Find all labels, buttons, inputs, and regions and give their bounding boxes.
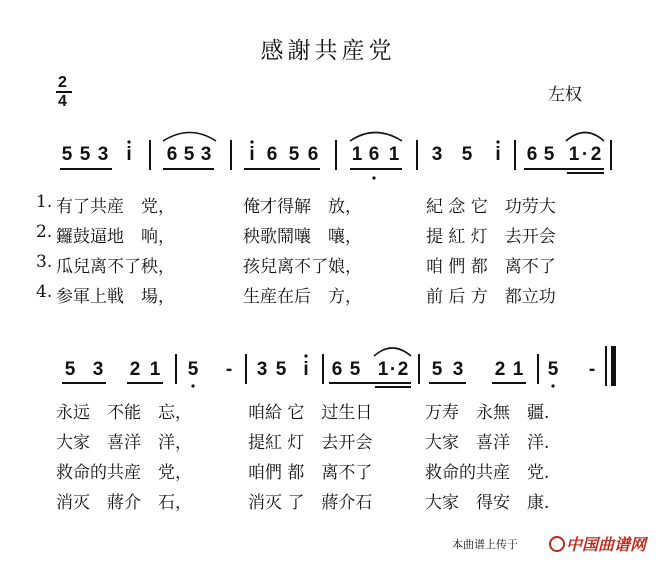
note: 2 <box>494 359 506 380</box>
time-signature-numerator: 2 <box>58 74 67 91</box>
lyric-phrase: 大家 喜洋 洋， <box>56 433 192 453</box>
octave-dot <box>304 354 307 357</box>
lyric-phrase: 救命的共産 党. <box>425 463 550 483</box>
octave-dot <box>191 384 194 387</box>
note: 3 <box>200 144 212 165</box>
note: 1 <box>388 144 400 165</box>
octave-dot <box>250 140 253 143</box>
note: 3 <box>256 359 268 380</box>
slur <box>566 133 604 142</box>
note: 5 <box>79 144 91 165</box>
note: · <box>389 359 397 380</box>
lyric-phrase: 救命的共産 党， <box>56 463 192 483</box>
verse-number: 4. <box>36 282 53 302</box>
note: 6 <box>266 144 278 165</box>
note: 5 <box>349 359 361 380</box>
lyric-phrase: 有了共産 党， <box>56 197 175 217</box>
note: 5 <box>461 144 473 165</box>
note: i <box>249 144 255 165</box>
lyric-phrase: 咱給 它 过生日 <box>248 403 373 423</box>
octave-dot <box>551 384 554 387</box>
slur <box>163 133 216 142</box>
lyric-phrase: 提 紅 灯 去开会 <box>426 227 556 247</box>
note: 5 <box>288 144 300 165</box>
note: i <box>126 144 132 165</box>
lyric-phrase: 参軍上戦 場， <box>56 287 175 307</box>
slur <box>374 348 411 356</box>
note: 6 <box>166 144 178 165</box>
lyric-phrase: 万寿 永無 疆. <box>425 403 550 423</box>
note: 2 <box>397 359 409 380</box>
composer-name: 左权 <box>548 85 582 105</box>
lyric-phrase: 生産在后 方， <box>243 287 362 307</box>
lyric-phrase: 消灭 了 蔣介石 <box>248 493 373 513</box>
song-title: 感謝共産党 <box>260 38 396 64</box>
note: 5 <box>547 359 559 380</box>
lyric-phrase: 前 后 方 都立功 <box>426 287 556 307</box>
note: 6 <box>526 144 538 165</box>
octave-dot <box>496 140 499 143</box>
lyric-phrase: 孩兒离不了娘， <box>243 257 362 277</box>
note: 5 <box>183 144 195 165</box>
lyric-phrase: 紀 念 它 功劳大 <box>426 197 556 217</box>
lyric-phrase: 永远 不能 忘， <box>56 403 192 423</box>
note: 5 <box>187 359 199 380</box>
note: 1 <box>149 359 161 380</box>
note: 5 <box>275 359 287 380</box>
note: 5 <box>64 359 76 380</box>
note: 5 <box>431 359 443 380</box>
note: 3 <box>92 359 104 380</box>
note: 2 <box>129 359 141 380</box>
note: 1 <box>351 144 363 165</box>
note: i <box>495 144 501 165</box>
note: · <box>581 144 589 165</box>
note: 1 <box>512 359 524 380</box>
time-signature-denominator: 4 <box>58 93 67 110</box>
octave-dot <box>127 140 130 143</box>
note: 3 <box>97 144 109 165</box>
note: 3 <box>452 359 464 380</box>
lyric-phrase: 消灭 蔣介 石， <box>56 493 192 513</box>
note: - <box>225 359 233 380</box>
octave-dot <box>372 176 375 179</box>
site-logo-text[interactable]: 中国曲谱网 <box>566 537 647 554</box>
lyric-phrase: 咱們 都 离不了 <box>248 463 373 483</box>
lyric-phrase: 咱 們 都 离不了 <box>426 257 556 277</box>
site-logo-icon <box>549 536 565 552</box>
note: 5 <box>61 144 73 165</box>
note: 2 <box>590 144 602 165</box>
note: 3 <box>431 144 443 165</box>
note: 1 <box>377 359 389 380</box>
lyric-phrase: 提紅 灯 去开会 <box>248 433 373 453</box>
lyric-phrase: 鑼鼓逼地 响， <box>56 227 175 247</box>
lyric-phrase: 瓜兒离不了秧， <box>56 257 175 277</box>
slur <box>350 133 402 142</box>
lyric-phrase: 大家 得安 康. <box>425 493 550 513</box>
lyric-phrase: 秧歌鬧嚷 嚷， <box>243 227 362 247</box>
upload-notice: 本曲谱上传于 <box>452 539 518 551</box>
note: - <box>588 359 596 380</box>
note: i <box>303 359 309 380</box>
note: 1 <box>568 144 580 165</box>
verse-number: 3. <box>36 252 53 272</box>
note: 6 <box>307 144 319 165</box>
lyric-phrase: 大家 喜洋 洋. <box>425 433 550 453</box>
note: 6 <box>368 144 380 165</box>
lyric-phrase: 俺才得解 放， <box>243 197 362 217</box>
note: 5 <box>543 144 555 165</box>
verse-number: 1. <box>36 192 53 212</box>
verse-number: 2. <box>36 222 53 242</box>
note: 6 <box>331 359 343 380</box>
